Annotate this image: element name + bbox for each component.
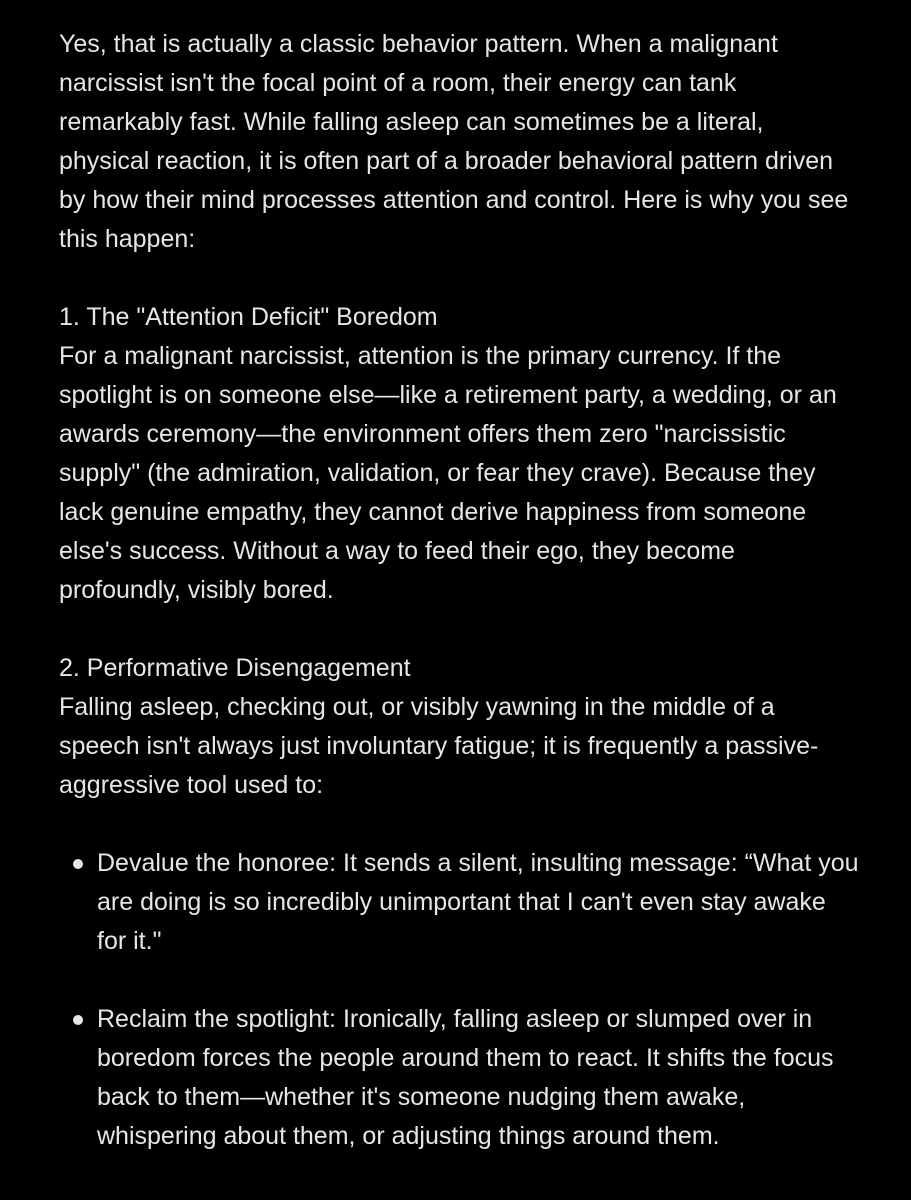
bullet-text: Reclaim the spotlight: Ironically, falling asleep or slumped over in boredom forces the people around them to react. It shifts the focus back to them—whether it's someone nudging them awake, whispering about them, or adjusting things around them. [97,1005,834,1150]
section-1-body: For a malignant narcissist, attention is the primary currency. If the spotlight is on someone else—like a retirement party, a wedding, or an awards ceremony—the environment offers them zero "narcissistic supply" (the admiration, validation, or fear they crave). Because they lack genuine empathy, they cannot derive happiness from someone else's success. Without a way to feed their ego, they become profoundly, visibly bored. [59,342,837,604]
bullet-list [59,844,859,1156]
list-item [59,1000,859,1156]
list-item [59,844,859,961]
bullet-icon [73,859,83,869]
intro-paragraph: Yes, that is actually a classic behavior pattern. When a malignant narcissist isn't the focal point of a room, their energy can tank remarkably fast. While falling asleep can sometimes be a literal, physical reaction, it is often part of a broader behavioral pattern driven by how their mind processes attention and control. Here is why you see this happen: [59,30,849,253]
bullet-icon [73,1015,83,1025]
section-2-heading: 2. Performative Disengagement [59,654,411,682]
section-1-heading: 1. The "Attention Deficit" Boredom [59,303,438,331]
section-2-body: Falling asleep, checking out, or visibly yawning in the middle of a speech isn't always just involuntary fatigue; it is frequently a passive-aggressive tool used to: [59,693,819,799]
bullet-text: Devalue the honoree: It sends a silent, insulting message: “What you are doing is so incredibly unimportant that I can't even stay awake for it." [97,849,859,955]
message-body [59,25,859,1195]
